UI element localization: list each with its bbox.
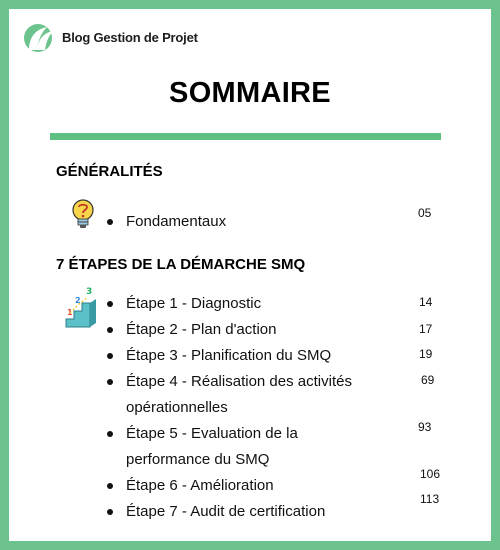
- toc-page-number: 05: [418, 206, 432, 220]
- section-heading-etapes: 7 ÉTAPES DE LA DÉMARCHE SMQ: [56, 256, 306, 273]
- toc-entry-label-line2: opérationnelles: [126, 399, 228, 416]
- toc-page-number: 14: [419, 295, 433, 309]
- toc-entry[interactable]: [107, 421, 298, 473]
- toc-entry-label: Étape 6 - Amélioration: [126, 477, 274, 494]
- toc-entry-label: Étape 3 - Planification du SMQ: [126, 347, 332, 364]
- summary-page: [9, 9, 491, 541]
- toc-entry[interactable]: [107, 209, 226, 235]
- toc-entry[interactable]: [107, 291, 261, 317]
- section-heading-generalites: GÉNÉRALITÉS: [56, 163, 163, 180]
- toc-entry[interactable]: [107, 343, 331, 369]
- bullet: [107, 301, 113, 307]
- toc-page-number: 69: [421, 373, 435, 387]
- toc-page-number: 17: [419, 322, 433, 336]
- toc-entry[interactable]: [107, 473, 274, 499]
- leaf-logo-icon: [23, 23, 57, 53]
- bullet: [107, 483, 113, 489]
- bullet: [107, 353, 113, 359]
- toc-page-number: 93: [418, 420, 432, 434]
- toc-entry-label-line2: performance du SMQ: [126, 451, 270, 468]
- toc-entry[interactable]: [107, 499, 325, 525]
- bullet: [107, 327, 113, 333]
- page-title: SOMMAIRE: [169, 77, 331, 109]
- title-divider: [50, 133, 441, 140]
- svg-text:3: 3: [86, 287, 93, 297]
- toc-entry[interactable]: [107, 317, 276, 343]
- stairs-icon: [64, 283, 100, 329]
- toc-entry-label-line1: Étape 4 - Réalisation des activités: [126, 373, 352, 390]
- toc-page-number: 106: [420, 467, 441, 481]
- bullet: [107, 431, 113, 437]
- svg-text:2: 2: [75, 296, 81, 305]
- svg-text:1: 1: [67, 308, 73, 317]
- toc-page-number: 19: [419, 347, 433, 361]
- bullet: [107, 219, 113, 225]
- lightbulb-icon: [69, 198, 97, 232]
- bullet: [107, 509, 113, 515]
- toc-entry-label: Fondamentaux: [126, 213, 227, 230]
- toc-entry[interactable]: [107, 369, 352, 421]
- toc-entry-label: Étape 2 - Plan d'action: [126, 321, 277, 338]
- toc-entry-label: Étape 1 - Diagnostic: [126, 295, 262, 312]
- brand-name: Blog Gestion de Projet: [62, 30, 198, 45]
- toc-entry-label: Étape 7 - Audit de certification: [126, 503, 326, 520]
- toc-entry-label-line1: Étape 5 - Evaluation de la: [126, 425, 298, 442]
- toc-page-number: 113: [420, 492, 440, 506]
- bullet: [107, 379, 113, 385]
